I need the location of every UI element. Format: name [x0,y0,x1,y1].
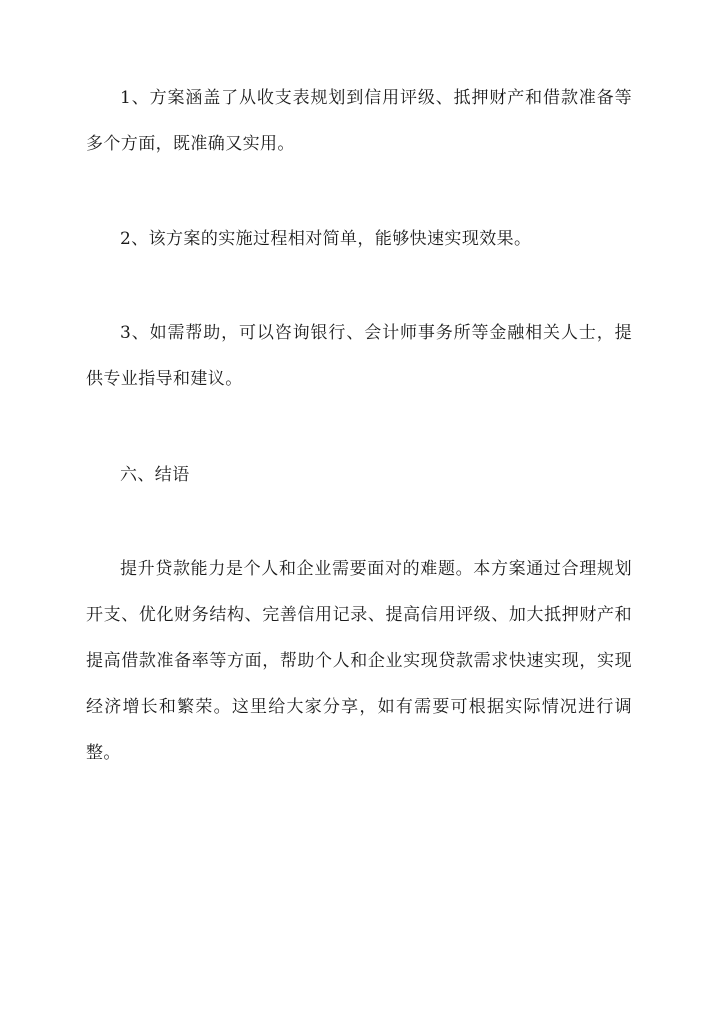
paragraph-conclusion: 提升贷款能力是个人和企业需要面对的难题。本方案通过合理规划开支、优化财务结构、完善信用记录、提高信用评级、加大抵押财产和提高借款准备率等方面，帮助个人和企业实现贷款需求快速实现，实现经济增长和繁荣。这里给大家分享，如有需要可根据实际情况进行调整。 [86,559,632,763]
paragraph-point-3: 3、如需帮助，可以咨询银行、会计师事务所等金融相关人士，提供专业指导和建议。 [86,323,632,389]
section-heading-conclusion: 六、结语 [120,465,190,485]
paragraph-point-1: 1、方案涵盖了从收支表规划到信用评级、抵押财产和借款准备等多个方面，既准确又实用。 [86,88,632,154]
paragraph-point-2: 2、该方案的实施过程相对简单，能够快速实现效果。 [120,229,532,249]
